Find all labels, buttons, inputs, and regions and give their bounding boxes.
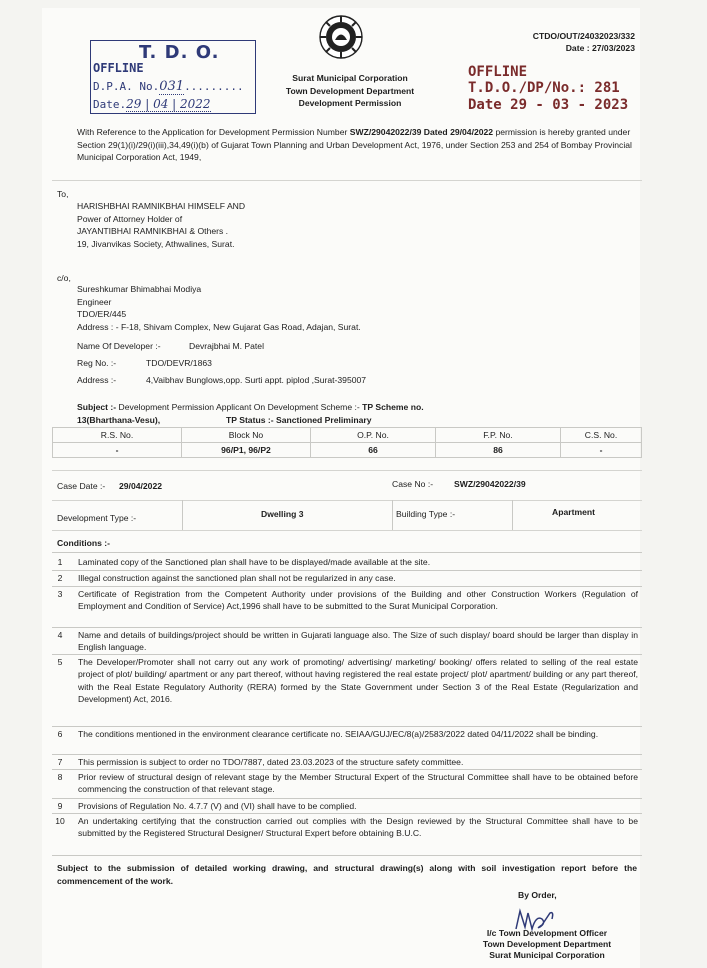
engineer-line: Address : - F-18, Shivam Complex, New Gujarat Gas Road, Adajan, Surat. bbox=[77, 321, 361, 332]
condition-number: 8 bbox=[57, 772, 63, 782]
table-header-row bbox=[53, 428, 642, 443]
subject-label: Subject :- bbox=[77, 402, 117, 412]
signatory-title: I/c Town Development Officer bbox=[486, 928, 608, 938]
tdo-stamp bbox=[90, 40, 256, 114]
reg-no-value: TDO/DEVR/1863 bbox=[146, 358, 212, 368]
intro-paragraph bbox=[77, 126, 637, 164]
subject-text: Development Permission Applicant On Development Scheme :- bbox=[116, 402, 363, 412]
development-type-value: Dwelling 3 bbox=[261, 509, 304, 519]
engineer-block bbox=[77, 283, 361, 333]
intro-text-2: permission is hereby granted under Section 29(1)(i)/29(i)(iii),34,49(i)(b) of Gujarat Town Planning and Urban Development Act, 1976, under Section 253 and 254 of Bombay Provincial Municipal Corporation Act, 1949, bbox=[77, 127, 632, 162]
table-header-cell: C.S. No. bbox=[561, 428, 642, 443]
condition-number: 2 bbox=[57, 573, 63, 583]
table-header-cell: R.S. No. bbox=[53, 428, 182, 443]
org-line-2: Town Development Department bbox=[285, 85, 415, 96]
condition-number: 7 bbox=[57, 757, 63, 767]
case-no-label: Case No :- bbox=[392, 479, 434, 489]
building-type-label: Building Type :- bbox=[396, 509, 456, 519]
table-header-cell: O.P. No. bbox=[311, 428, 436, 443]
subject-tp-name: 13(Bharthana-Vesu), bbox=[77, 415, 161, 425]
case-date-label: Case Date :- bbox=[57, 481, 106, 491]
stamp-dpa-line: D.P.A. No.031......... bbox=[93, 79, 244, 94]
table-header-cell: F.P. No. bbox=[436, 428, 561, 443]
stamp-date-value: 29 | 04 | 2022 bbox=[126, 97, 211, 111]
engineer-line: Sureshkumar Bhimabhai Modiya bbox=[77, 284, 202, 294]
condition-text: The Developer/Promoter shall not carry out any work of promoting/ advertising/ marketing/ booking/ offers related to selling of the real estate project of plot/ building/ apartment or any part thereof, without having registered the real estate project/ plot/ apartment/ building or any part thereof, with the Real Estate Regulatory Authority (RERA) formed by the State Government under Section 3 of the Real Estate (Regularization and Development) Act, 2016. bbox=[78, 657, 638, 704]
survey-table bbox=[52, 427, 642, 458]
stamp-date-line bbox=[93, 97, 211, 111]
developer-name-label: Name Of Developer :- bbox=[77, 341, 161, 351]
reg-no-label: Reg No. :- bbox=[77, 358, 117, 368]
to-label: To, bbox=[57, 189, 69, 199]
addressee-line: JAYANTIBHAI RAMNIKBHAI & Others . bbox=[77, 226, 229, 236]
divider bbox=[52, 552, 642, 553]
stamp-dpa-label: D.P.A. No. bbox=[93, 80, 160, 93]
care-of-label: c/o, bbox=[57, 273, 71, 283]
condition-text: The conditions mentioned in the environment clearance certificate no. SEIAA/GUJ/EC/8(a)/2583/2022 dated 04/11/2022 shall be binding. bbox=[78, 729, 599, 739]
addressee-line: 19, Jivanvikas Society, Athwalines, Surat. bbox=[77, 238, 235, 249]
condition-text: Provisions of Regulation No. 4.7.7 (V) and (VI) shall have to be complied. bbox=[78, 801, 357, 811]
divider bbox=[52, 627, 642, 628]
stamp-dpa-value: 031 bbox=[159, 79, 185, 94]
reference-block bbox=[533, 30, 635, 54]
case-date-value: 29/04/2022 bbox=[119, 481, 163, 491]
condition-number: 3 bbox=[57, 589, 63, 599]
condition-number: 10 bbox=[55, 816, 65, 826]
subject-line bbox=[77, 401, 637, 414]
table-cell: - bbox=[561, 443, 642, 458]
divider bbox=[52, 530, 642, 531]
divider bbox=[52, 470, 642, 471]
stamp-title: T. D. O. bbox=[139, 42, 220, 63]
condition-text: Name and details of buildings/project should be written in Gujarati language also. The Size of such display/ board should be larger than display in English language. bbox=[78, 630, 638, 653]
reference-number: CTDO/OUT/24032023/332 bbox=[532, 31, 635, 41]
condition-text: An undertaking certifying that the construction carried out complies with the Design reviewed by the Structural Committee shall have to be submitted by the Registered Structural Designer/ Structural Expert before obtaining B.U.C. bbox=[78, 816, 638, 839]
divider bbox=[52, 855, 642, 856]
signatory-organisation: Surat Municipal Corporation bbox=[489, 950, 605, 960]
conditions-label: Conditions :- bbox=[57, 538, 110, 548]
addressee-line: HARISHBHAI RAMNIKBHAI HIMSELF AND bbox=[77, 201, 246, 211]
by-order: By Order, bbox=[518, 890, 557, 900]
addressee-block bbox=[77, 200, 245, 250]
divider bbox=[512, 500, 513, 530]
municipal-emblem-icon bbox=[318, 14, 364, 60]
condition-number: 6 bbox=[57, 729, 63, 739]
signatory-department: Town Development Department bbox=[482, 939, 612, 949]
divider bbox=[52, 180, 642, 181]
developer-address-value: 4,Vaibhav Bunglows,opp. Surti appt. piplod ,Surat-395007 bbox=[146, 375, 367, 385]
divider bbox=[52, 813, 642, 814]
condition-number: 5 bbox=[57, 657, 63, 667]
condition-text: Certificate of Registration from the Competent Authority under provisions of the Building and other Construction Workers (Regulation of Employment and Condition of Service) Act,1996 shall have to be submitted to the Surat Municipal Corporation. bbox=[78, 589, 638, 612]
development-type-label: Development Type :- bbox=[57, 513, 137, 523]
addressee-line: Power of Attorney Holder of bbox=[77, 213, 183, 224]
building-type-value: Apartment bbox=[552, 507, 595, 517]
condition-text: This permission is subject to order no TDO/7887, dated 23.03.2023 of the structure safety committee. bbox=[78, 757, 464, 767]
divider bbox=[52, 500, 642, 501]
tp-status: TP Status :- Sanctioned Preliminary bbox=[226, 415, 372, 425]
table-header-cell: Block No bbox=[182, 428, 311, 443]
table-row bbox=[53, 443, 642, 458]
divider bbox=[52, 769, 642, 770]
divider bbox=[182, 500, 183, 530]
table-cell: - bbox=[53, 443, 182, 458]
org-line-3: Development Permission bbox=[298, 98, 402, 108]
intro-text-1: With Reference to the Application for Development Permission Number bbox=[77, 127, 350, 137]
issuing-authority bbox=[262, 72, 438, 110]
divider bbox=[52, 586, 642, 587]
intro-application-ref: SWZ/29042022/39 Dated 29/04/2022 bbox=[349, 127, 494, 137]
condition-text: Laminated copy of the Sanctioned plan shall have to be displayed/made available at the site. bbox=[78, 557, 431, 567]
engineer-line: TDO/ER/445 bbox=[77, 309, 127, 319]
condition-text: Prior review of structural design of relevant stage by the Member Structural Expert of the Structural Committee shall have to be obtained before commencing the construction of that relevant stage. bbox=[78, 772, 638, 795]
engineer-line: Engineer bbox=[77, 296, 112, 307]
divider bbox=[392, 500, 393, 530]
condition-number: 1 bbox=[57, 557, 63, 567]
developer-name-value: Devrajbhai M. Patel bbox=[189, 341, 264, 351]
reference-date: Date : 27/03/2023 bbox=[565, 43, 635, 53]
signatory-block bbox=[472, 928, 622, 961]
divider bbox=[52, 654, 642, 655]
condition-text: Illegal construction against the sanctioned plan shall not be regularized in any case. bbox=[78, 573, 396, 583]
stamp2-dp-number: T.D.O./DP/No.: 281 bbox=[468, 80, 620, 96]
stamp-date-label: Date. bbox=[93, 98, 127, 111]
subject-note: Subject to the submission of detailed working drawing, and structural drawing(s) along with soil investigation report before the commencement of the work. bbox=[57, 863, 637, 886]
divider bbox=[52, 726, 642, 727]
stamp2-offline: OFFLINE bbox=[468, 64, 528, 80]
table-cell: 66 bbox=[311, 443, 436, 458]
table-cell: 96/P1, 96/P2 bbox=[182, 443, 311, 458]
condition-number: 9 bbox=[57, 801, 63, 811]
condition-number: 4 bbox=[57, 630, 63, 640]
org-line-1: Surat Municipal Corporation bbox=[292, 73, 408, 83]
developer-address-label: Address :- bbox=[77, 375, 117, 385]
case-no-value: SWZ/29042022/39 bbox=[454, 479, 526, 489]
stamp2-date: Date 29 - 03 - 2023 bbox=[468, 97, 629, 113]
divider bbox=[52, 570, 642, 571]
divider bbox=[52, 798, 642, 799]
divider bbox=[52, 754, 642, 755]
table-cell: 86 bbox=[436, 443, 561, 458]
stamp-offline: OFFLINE bbox=[93, 61, 144, 75]
subject-tp-scheme: TP Scheme no. bbox=[362, 402, 424, 412]
